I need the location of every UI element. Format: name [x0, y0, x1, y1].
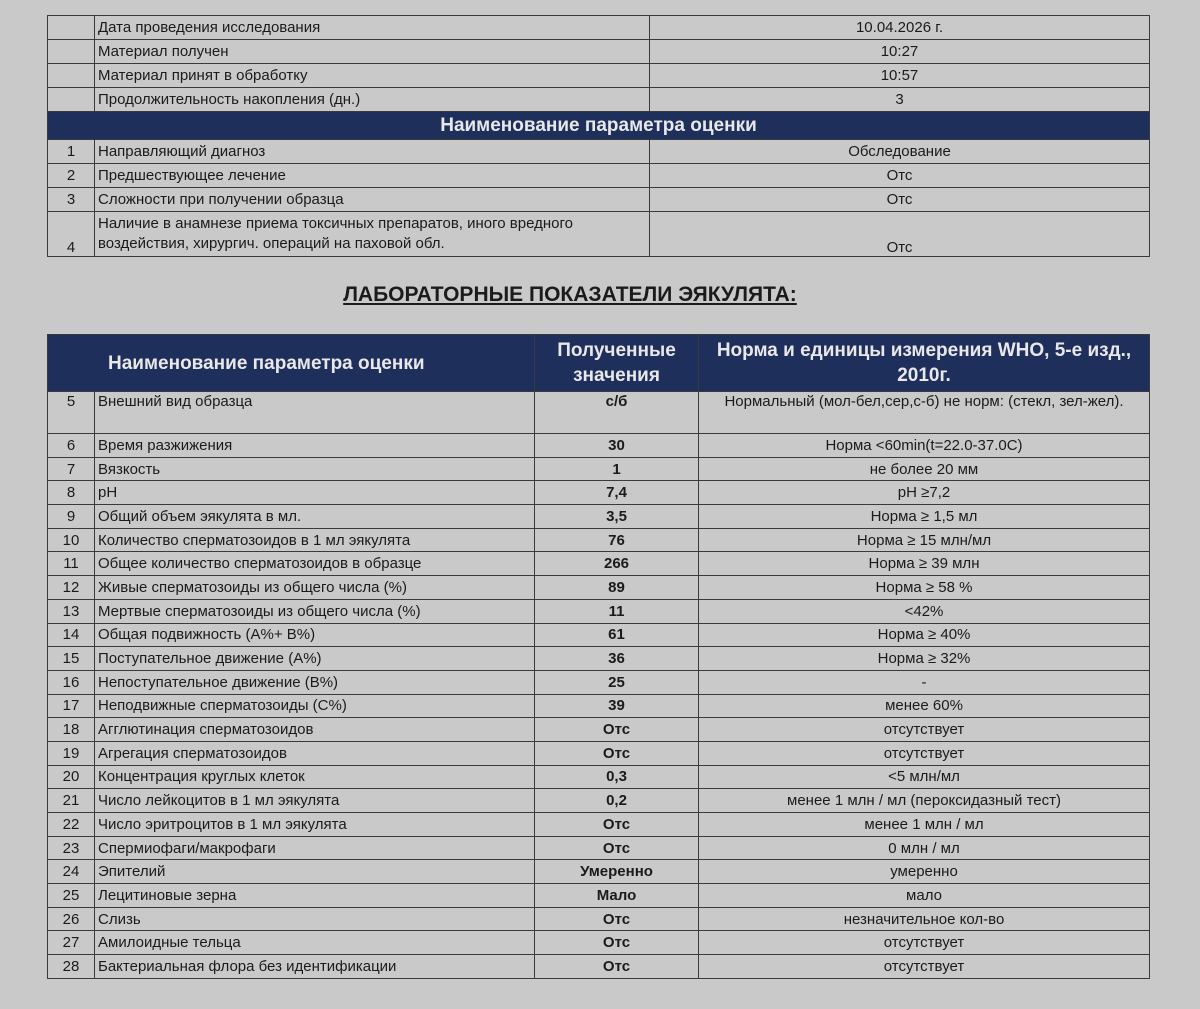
row-number: 19: [48, 741, 95, 765]
row-value: Отс: [535, 741, 699, 765]
row-label: Неподвижные сперматозоиды (С%): [95, 694, 535, 718]
row-norm: <42%: [699, 599, 1150, 623]
table-row: [48, 481, 1150, 505]
table-row: [48, 576, 1150, 600]
row-norm: <5 млн/мл: [699, 765, 1150, 789]
row-value: Умеренно: [535, 860, 699, 884]
table-row: [48, 670, 1150, 694]
row-value: 3,5: [535, 505, 699, 529]
row-label: Бактериальная флора без идентификации: [95, 955, 535, 979]
row-value: Отс: [535, 836, 699, 860]
row-value: Отс: [650, 212, 1150, 257]
row-label: Мертвые сперматозоиды из общего числа (%): [95, 599, 535, 623]
row-norm: отсутствует: [699, 931, 1150, 955]
table-row: [48, 599, 1150, 623]
row-label: Направляющий диагноз: [95, 140, 650, 164]
row-number: 25: [48, 884, 95, 908]
lab-header-value: Полученные значения: [535, 335, 699, 392]
row-label: Число лейкоцитов в 1 мл эякулята: [95, 789, 535, 813]
row-value: 61: [535, 623, 699, 647]
row-label: Непоступательное движение (В%): [95, 670, 535, 694]
row-label: Число эритроцитов в 1 мл эякулята: [95, 813, 535, 837]
row-number: 6: [48, 434, 95, 458]
row-value: 39: [535, 694, 699, 718]
meta-num: [48, 16, 95, 40]
table-row: [48, 884, 1150, 908]
row-value: Отс: [650, 188, 1150, 212]
row-label: Время разжижения: [95, 434, 535, 458]
row-value: 1: [535, 457, 699, 481]
row-norm: Норма ≥ 39 млн: [699, 552, 1150, 576]
row-norm: менее 1 млн / мл: [699, 813, 1150, 837]
row-norm: отсутствует: [699, 955, 1150, 979]
row-label: Слизь: [95, 907, 535, 931]
row-number: 11: [48, 552, 95, 576]
row-label: Предшествующее лечение: [95, 164, 650, 188]
row-value: 30: [535, 434, 699, 458]
row-number: 10: [48, 528, 95, 552]
table-row: [48, 188, 1150, 212]
row-value: 76: [535, 528, 699, 552]
row-number: 27: [48, 931, 95, 955]
row-norm: менее 1 млн / мл (пероксидазный тест): [699, 789, 1150, 813]
row-value: Обследование: [650, 140, 1150, 164]
lab-results-table: [47, 334, 1150, 979]
row-value: 36: [535, 647, 699, 671]
row-label: Сложности при получении образца: [95, 188, 650, 212]
section-header: Наименование параметра оценки: [48, 112, 1150, 140]
row-number: 23: [48, 836, 95, 860]
row-norm: -: [699, 670, 1150, 694]
meta-value: 3: [650, 88, 1150, 112]
meta-num: [48, 88, 95, 112]
row-norm: pH ≥7,2: [699, 481, 1150, 505]
row-norm: Норма ≥ 58 %: [699, 576, 1150, 600]
lab-header-param: Наименование параметра оценки: [48, 335, 535, 392]
row-value: 7,4: [535, 481, 699, 505]
row-number: 18: [48, 718, 95, 742]
table-row: [48, 647, 1150, 671]
table-row: [48, 505, 1150, 529]
row-value: 11: [535, 599, 699, 623]
row-number: 12: [48, 576, 95, 600]
meta-label: Материал принят в обработку: [95, 64, 650, 88]
table-row: [48, 528, 1150, 552]
row-norm: Норма ≥ 15 млн/мл: [699, 528, 1150, 552]
row-value: Мало: [535, 884, 699, 908]
section-header-row: [48, 112, 1150, 140]
row-number: 1: [48, 140, 95, 164]
meta-row: [48, 16, 1150, 40]
row-label: Общий объем эякулята в мл.: [95, 505, 535, 529]
row-value: 25: [535, 670, 699, 694]
row-label: Амилоидные тельца: [95, 931, 535, 955]
row-number: 4: [48, 212, 95, 257]
row-number: 24: [48, 860, 95, 884]
row-norm: умеренно: [699, 860, 1150, 884]
row-label: Спермиофаги/макрофаги: [95, 836, 535, 860]
meta-num: [48, 64, 95, 88]
row-number: 21: [48, 789, 95, 813]
row-label: Вязкость: [95, 457, 535, 481]
row-label: Агрегация сперматозоидов: [95, 741, 535, 765]
row-number: 14: [48, 623, 95, 647]
row-number: 8: [48, 481, 95, 505]
row-label: Эпителий: [95, 860, 535, 884]
row-number: 22: [48, 813, 95, 837]
table-row: [48, 741, 1150, 765]
row-value: Отс: [650, 164, 1150, 188]
lab-section-heading: ЛАБОРАТОРНЫЕ ПОКАЗАТЕЛИ ЭЯКУЛЯТА:: [343, 283, 797, 306]
row-value: Отс: [535, 718, 699, 742]
row-number: 2: [48, 164, 95, 188]
table-row: [48, 623, 1150, 647]
row-value: 0,3: [535, 765, 699, 789]
meta-value: 10:57: [650, 64, 1150, 88]
row-label: Концентрация круглых клеток: [95, 765, 535, 789]
row-number: 9: [48, 505, 95, 529]
row-number: 7: [48, 457, 95, 481]
row-value: 0,2: [535, 789, 699, 813]
row-norm: менее 60%: [699, 694, 1150, 718]
row-number: 28: [48, 955, 95, 979]
table-row: [48, 694, 1150, 718]
row-label: Общая подвижность (А%+ В%): [95, 623, 535, 647]
table-row: [48, 457, 1150, 481]
meta-row: [48, 88, 1150, 112]
row-number: 20: [48, 765, 95, 789]
row-value: 266: [535, 552, 699, 576]
table-row: [48, 931, 1150, 955]
lab-header-row: [48, 335, 1150, 392]
meta-num: [48, 40, 95, 64]
table-row: [48, 212, 1150, 257]
table-row: [48, 552, 1150, 576]
meta-label: Продолжительность накопления (дн.): [95, 88, 650, 112]
row-label: Поступательное движение (А%): [95, 647, 535, 671]
row-norm: мало: [699, 884, 1150, 908]
row-value: Отс: [535, 813, 699, 837]
meta-row: [48, 40, 1150, 64]
row-label: Живые сперматозоиды из общего числа (%): [95, 576, 535, 600]
table-row: [48, 392, 1150, 434]
row-norm: Норма ≥ 40%: [699, 623, 1150, 647]
row-number: 17: [48, 694, 95, 718]
patient-info-table: [47, 15, 1150, 257]
row-value: Отс: [535, 955, 699, 979]
row-number: 26: [48, 907, 95, 931]
table-row: [48, 718, 1150, 742]
row-label: Внешний вид образца: [95, 392, 535, 434]
meta-row: [48, 64, 1150, 88]
row-number: 3: [48, 188, 95, 212]
row-norm: 0 млн / мл: [699, 836, 1150, 860]
row-norm: отсутствует: [699, 741, 1150, 765]
row-label: Лецитиновые зерна: [95, 884, 535, 908]
row-number: 15: [48, 647, 95, 671]
row-value: Отс: [535, 907, 699, 931]
row-label: pH: [95, 481, 535, 505]
table-row: [48, 434, 1150, 458]
row-norm: Норма ≥ 32%: [699, 647, 1150, 671]
lab-header-norm: Норма и единицы измерения WHO, 5-е изд., 2010г.: [699, 335, 1150, 392]
table-row: [48, 813, 1150, 837]
meta-label: Дата проведения исследования: [95, 16, 650, 40]
row-norm: Нормальный (мол-бел,сер,с-б) не норм: (стекл, зел-жел).: [699, 392, 1150, 434]
meta-value: 10:27: [650, 40, 1150, 64]
table-row: [48, 907, 1150, 931]
row-norm: незначительное кол-во: [699, 907, 1150, 931]
row-value: 89: [535, 576, 699, 600]
table-row: [48, 789, 1150, 813]
table-row: [48, 955, 1150, 979]
table-row: [48, 765, 1150, 789]
table-row: [48, 836, 1150, 860]
meta-value: 10.04.2026 г.: [650, 16, 1150, 40]
meta-label: Материал получен: [95, 40, 650, 64]
table-row: [48, 140, 1150, 164]
row-label: Наличие в анамнезе приема токсичных препаратов, иного вредного воздействия, хирургич. операций на паховой обл.: [95, 212, 650, 257]
row-value: Отс: [535, 931, 699, 955]
row-norm: Норма <60min(t=22.0-37.0C): [699, 434, 1150, 458]
row-number: 5: [48, 392, 95, 434]
row-norm: отсутствует: [699, 718, 1150, 742]
row-label: Количество сперматозоидов в 1 мл эякулята: [95, 528, 535, 552]
row-value: с/б: [535, 392, 699, 434]
table-row: [48, 860, 1150, 884]
row-number: 13: [48, 599, 95, 623]
row-label: Общее количество сперматозоидов в образце: [95, 552, 535, 576]
row-number: 16: [48, 670, 95, 694]
row-norm: не более 20 мм: [699, 457, 1150, 481]
row-norm: Норма ≥ 1,5 мл: [699, 505, 1150, 529]
table-row: [48, 164, 1150, 188]
row-label: Агглютинация сперматозоидов: [95, 718, 535, 742]
